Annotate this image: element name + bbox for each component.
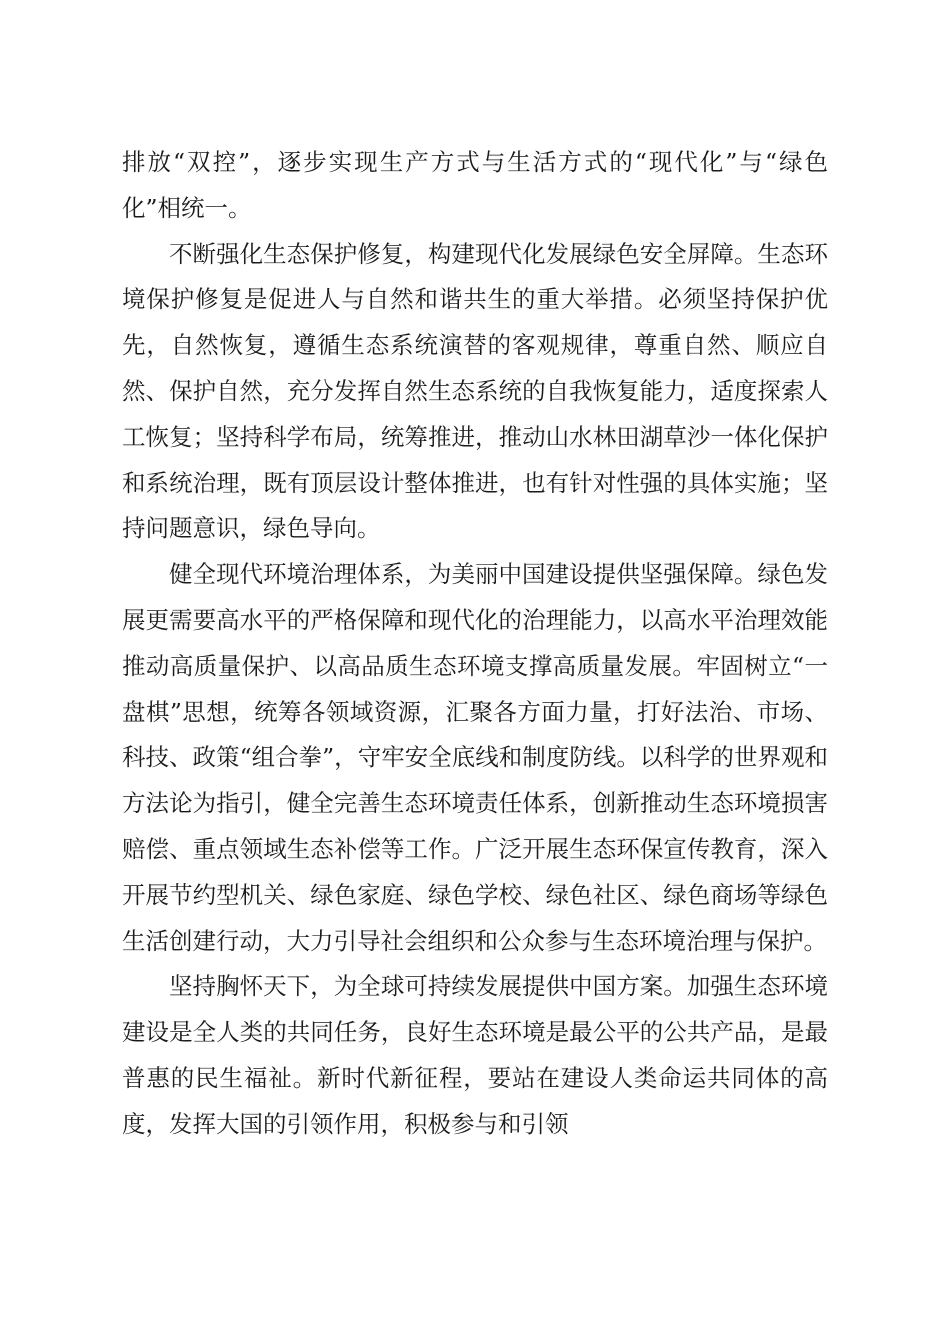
paragraph-environmental-governance: 健全现代环境治理体系，为美丽中国建设提供坚强保障。绿色发展更需要高水平的严格保障和现代化的治理能力，以高水平治理效能推动高质量保护、以高品质生态环境支撑高质量发展。牢固树立“一盘棋”思想，统筹各领域资源，汇聚各方面力量，打好法治、市场、科技、政策“组合拳”，守牢安全底线和制度防线。以科学的世界观和方法论为指引，健全完善生态环境责任体系，创新推动生态环境损害赔偿、重点领域生态补偿等工作。广泛开展生态环保宣传教育，深入开展节约型机关、绿色家庭、绿色学校、绿色社区、绿色商场等绿色生活创建行动，大力引导社会组织和公众参与生态环境治理与保护。 bbox=[122, 560, 828, 955]
paragraph-global-development: 坚持胸怀天下，为全球可持续发展提供中国方案。加强生态环境建设是全人类的共同任务，良好生态环境是最公平的公共产品，是最普惠的民生福祉。新时代新征程，要站在建设人类命运共同体的高度，发挥大国的引领作用，积极参与和引领 bbox=[122, 972, 828, 1138]
paragraph-ecological-restoration: 不断强化生态保护修复，构建现代化发展绿色安全屏障。生态环境保护修复是促进人与自然和谐共生的重大举措。必须坚持保护优先，自然恢复，遵循生态系统演替的客观规律，尊重自然、顺应自然、保护自然，充分发挥自然生态系统的自我恢复能力，适度探索人工恢复；坚持科学布局，统筹推进，推动山水林田湖草沙一体化保护和系统治理，既有顶层设计整体推进，也有针对性强的具体实施；坚持问题意识，绿色导向。 bbox=[122, 239, 828, 543]
document-page bbox=[122, 140, 828, 1148]
paragraph-continued: 排放“双控”，逐步实现生产方式与生活方式的“现代化”与“绿色化”相统一。 bbox=[122, 148, 828, 222]
